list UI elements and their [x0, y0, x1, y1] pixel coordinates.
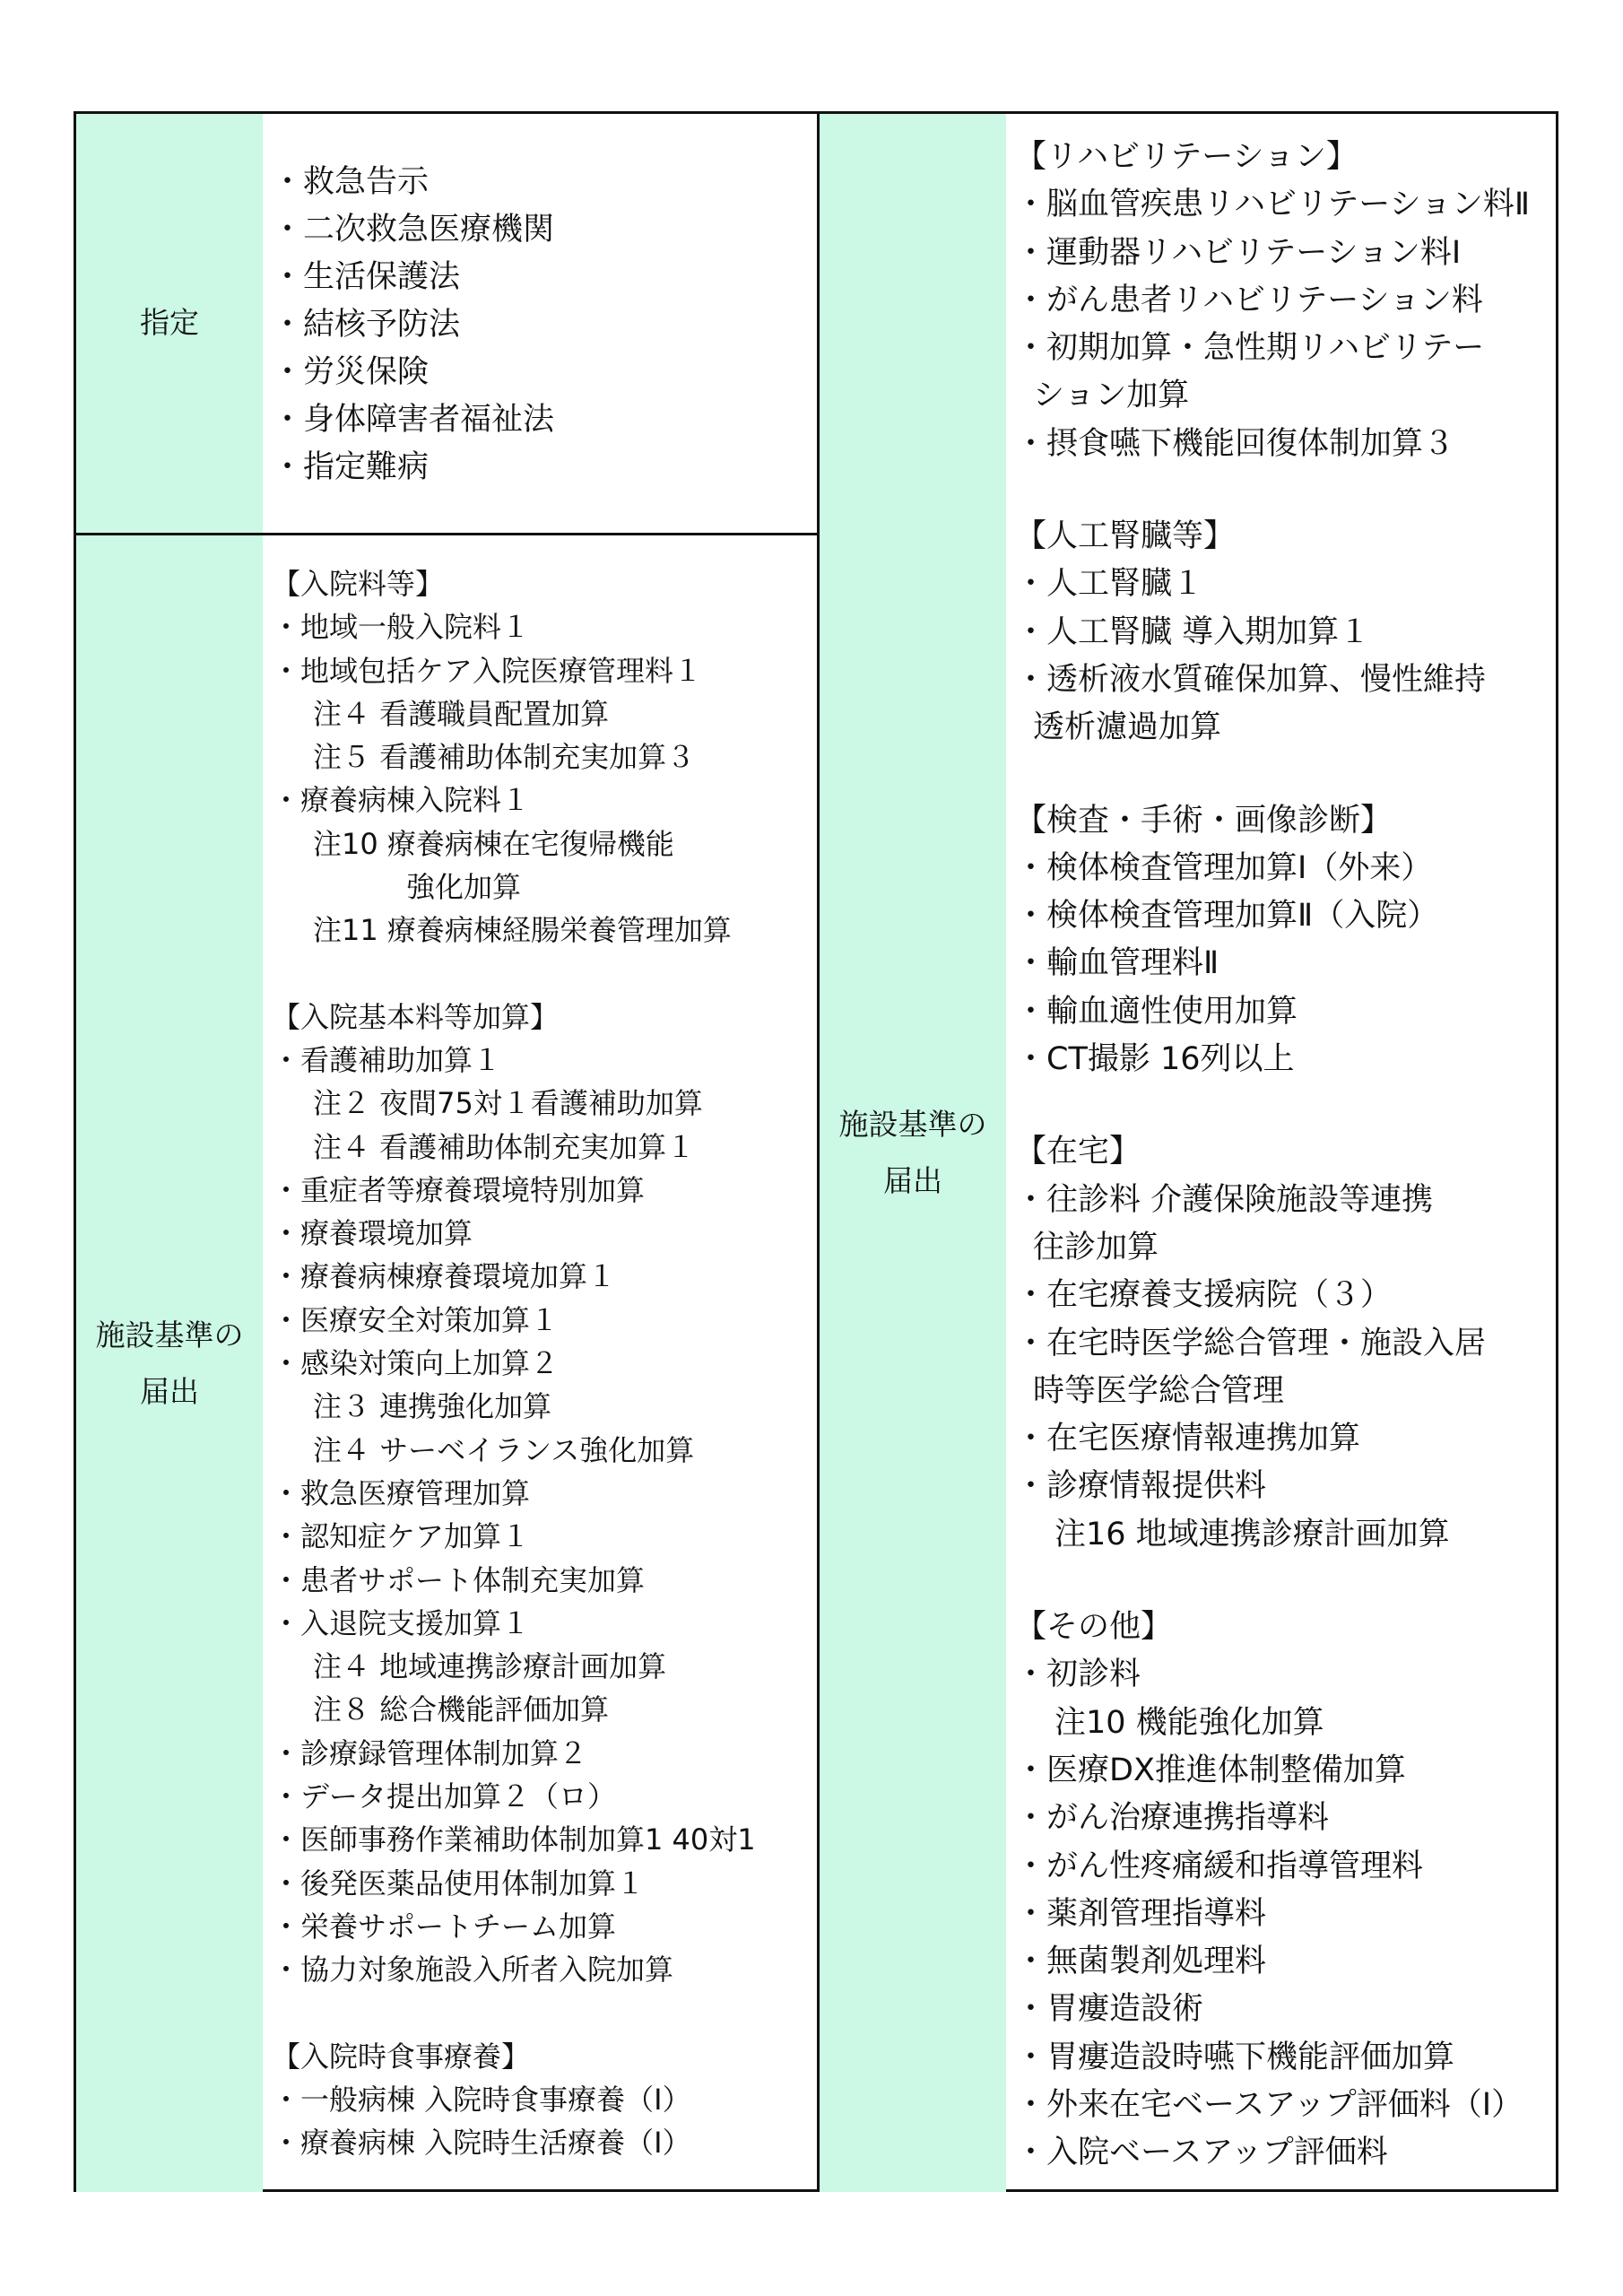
list-item: 往診加算 — [1033, 1229, 1159, 1265]
list-item: 注11 療養病棟経腸栄養管理加算 — [313, 913, 732, 948]
label-line: 届出 — [140, 1373, 199, 1409]
list-item: ・入院ベースアップ評価料 — [1015, 2135, 1388, 2171]
label-line: 施設基準の — [95, 1317, 244, 1352]
list-item: ・身体障害者福祉法 — [272, 402, 555, 438]
label-facility-standards-left — [76, 535, 263, 2192]
list-item: ・救急告示 — [272, 164, 430, 200]
list-item: ・初期加算・急性期リハビリテー — [1015, 330, 1485, 367]
list-item: ・がん性疼痛緩和指導管理料 — [1015, 1848, 1424, 1884]
list-item: ・看護補助加算１ — [272, 1042, 502, 1077]
list-item: ・後発医薬品使用体制加算１ — [272, 1866, 646, 1900]
label-designation-text: 指定 — [140, 305, 199, 341]
label-designation — [76, 114, 263, 533]
list-item: ・救急医療管理加算 — [272, 1475, 531, 1510]
section-heading: 【入院料等】 — [272, 567, 445, 601]
list-item: ・指定難病 — [272, 449, 430, 485]
list-item: ・感染対策向上加算２ — [272, 1346, 560, 1381]
list-item: ・療養病棟療養環境加算１ — [272, 1259, 617, 1294]
list-item: 注４ 看護補助体制充実加算１ — [313, 1129, 696, 1164]
section-gap — [1015, 752, 1530, 797]
list-item: ・一般病棟 入院時食事療養（Ⅰ） — [272, 2082, 691, 2117]
list-item: ・データ提出加算２（ロ） — [272, 1779, 617, 1814]
list-item: ション加算 — [1033, 378, 1190, 414]
list-item: ・輸血適性使用加算 — [1015, 993, 1298, 1030]
section-heading: 【在宅】 — [1015, 1134, 1141, 1170]
list-item: 注２ 夜間75対１看護補助加算 — [313, 1086, 703, 1121]
list-item: ・栄養サポートチーム加算 — [272, 1909, 617, 1944]
list-item: 注３ 連携強化加算 — [313, 1389, 552, 1424]
label-line: 施設基準の — [838, 1106, 987, 1142]
list-item: ・結核予防法 — [272, 307, 461, 343]
list-item: ・検体検査管理加算Ⅰ（外来） — [1015, 849, 1433, 886]
section-heading: 【その他】 — [1015, 1609, 1173, 1646]
list-item: ・胃瘻造設時嚥下機能評価加算 — [1015, 2039, 1455, 2075]
list-item: ・輸血管理料Ⅱ — [1015, 945, 1219, 982]
list-item: ・検体検査管理加算Ⅱ（入院） — [1015, 898, 1439, 935]
list-item: 注16 地域連携診療計画加算 — [1055, 1516, 1450, 1552]
list-item: ・療養環境加算 — [272, 1216, 473, 1251]
list-item: ・診療録管理体制加算２ — [272, 1735, 588, 1770]
list-item: ・医療DX推進体制整備加算 — [1015, 1752, 1406, 1788]
list-item: 注４ サーベイランス強化加算 — [313, 1432, 695, 1467]
list-item: ・透析液水質確保加算、慢性維持 — [1015, 661, 1487, 698]
list-item: ・医療安全対策加算１ — [272, 1302, 560, 1337]
list-item: ・生活保護法 — [272, 259, 461, 295]
list-item: ・在宅時医学総合管理・施設入居 — [1015, 1325, 1487, 1361]
list-item: ・摂食嚥下機能回復体制加算３ — [1015, 425, 1455, 462]
section-gap — [272, 1992, 756, 2035]
section-heading: 【入院基本料等加算】 — [272, 999, 560, 1034]
section-heading: 【リハビリテーション】 — [1015, 139, 1358, 175]
list-item: ・人工腎臓 導入期加算１ — [1015, 613, 1371, 650]
list-item: ・入退院支援加算１ — [272, 1605, 531, 1640]
list-item: ・人工腎臓１ — [1015, 566, 1204, 603]
list-item: ・重症者等療養環境特別加算 — [272, 1172, 646, 1207]
list-item: 強化加算 — [406, 870, 522, 905]
list-item: ・CT撮影 16列以上 — [1015, 1041, 1295, 1078]
list-item: 注４ 地域連携診療計画加算 — [313, 1649, 667, 1684]
label-line: 届出 — [883, 1162, 942, 1198]
section-gap — [1015, 468, 1530, 513]
list-item: ・胃瘻造設術 — [1015, 1991, 1204, 2028]
list-item: ・無菌製剤処理料 — [1015, 1944, 1267, 1980]
section-gap — [1015, 1083, 1530, 1128]
list-item: ・患者サポート体制充実加算 — [272, 1562, 646, 1597]
label-facility-standards-right — [820, 114, 1006, 2192]
list-item: 注10 機能強化加算 — [1055, 1704, 1324, 1741]
list-item: ・療養病棟 入院時生活療養（Ⅰ） — [272, 2126, 691, 2161]
designation-list — [272, 159, 554, 491]
section-heading: 【人工腎臓等】 — [1015, 518, 1236, 555]
section-gap — [272, 952, 756, 996]
list-item: 注５ 看護補助体制充実加算３ — [313, 740, 696, 775]
facility-standards-right-list — [1015, 134, 1530, 2178]
list-item: ・脳血管疾患リハビリテーション料Ⅱ — [1015, 187, 1531, 223]
list-item: ・診療情報提供料 — [1015, 1468, 1267, 1505]
facility-standards-left-list — [272, 562, 756, 2164]
list-item: ・療養病棟入院料１ — [272, 783, 531, 818]
list-item: ・地域一般入院料１ — [272, 610, 531, 645]
list-item: 透析濾過加算 — [1033, 709, 1222, 746]
list-item: 注10 療養病棟在宅復帰機能 — [313, 826, 674, 861]
list-item: ・地域包括ケア入院医療管理料１ — [272, 653, 703, 688]
list-item: ・外来在宅ベースアップ評価料（Ⅰ） — [1015, 2086, 1523, 2123]
list-item: ・薬剤管理指導料 — [1015, 1895, 1267, 1932]
list-item: ・運動器リハビリテーション料Ⅰ — [1015, 234, 1462, 271]
section-gap — [1015, 1559, 1530, 1604]
list-item: ・がん治療連携指導料 — [1015, 1800, 1330, 1837]
list-item: 注４ 看護職員配置加算 — [313, 696, 610, 731]
list-item: ・協力対象施設入所者入院加算 — [272, 1952, 674, 1987]
list-item: ・初診料 — [1015, 1657, 1141, 1693]
list-item: ・認知症ケア加算１ — [272, 1519, 531, 1554]
list-item: ・がん患者リハビリテーション料 — [1015, 282, 1483, 318]
facility-table — [74, 111, 1558, 2192]
list-item: ・医師事務作業補助体制加算1 40対1 — [272, 1822, 756, 1857]
list-item: ・往診料 介護保険施設等連携 — [1015, 1181, 1434, 1218]
list-item: ・在宅医療情報連携加算 — [1015, 1421, 1361, 1457]
list-item: ・二次救急医療機関 — [272, 212, 555, 248]
section-heading: 【検査・手術・画像診断】 — [1015, 802, 1393, 839]
list-item: ・在宅療養支援病院（３） — [1015, 1277, 1393, 1314]
list-item: 注８ 総合機能評価加算 — [313, 1692, 610, 1727]
list-item: ・労災保険 — [272, 354, 430, 390]
list-item: 時等医学総合管理 — [1033, 1372, 1285, 1409]
section-heading: 【入院時食事療養】 — [272, 2039, 531, 2074]
